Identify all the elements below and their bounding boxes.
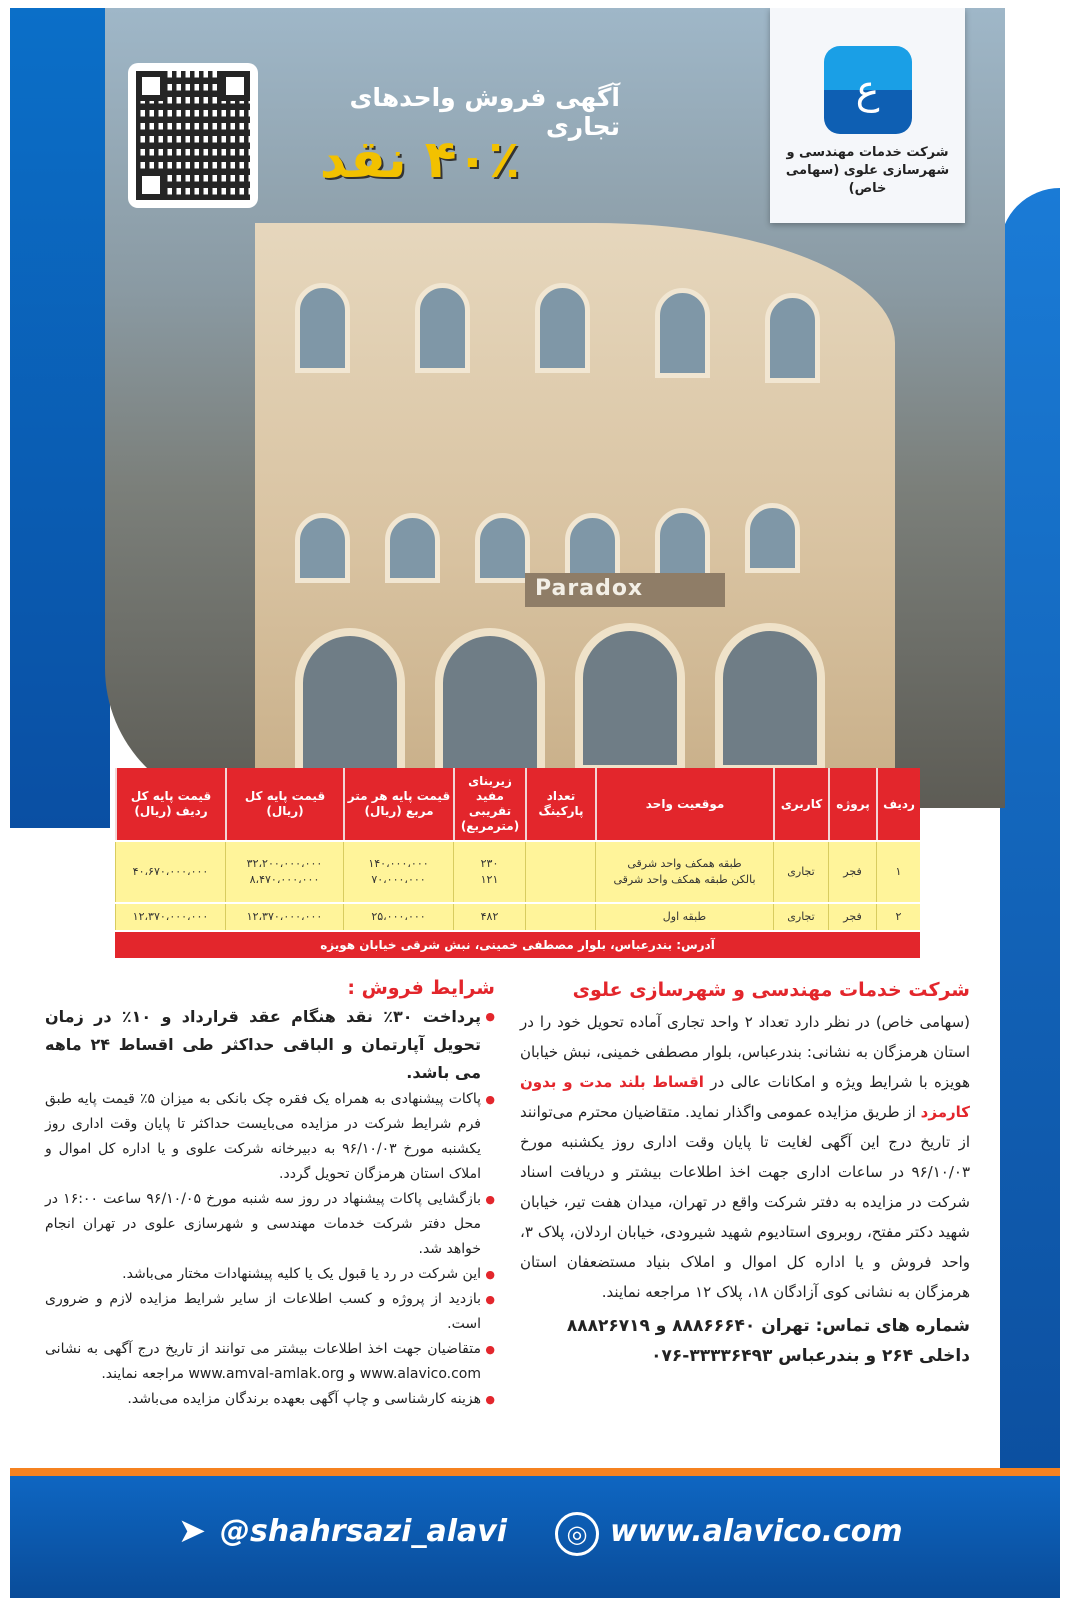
cell-area <box>453 842 525 902</box>
cell-area-a: ۲۳۰ <box>480 857 499 870</box>
table-row <box>115 840 920 902</box>
condition-item: ● پرداخت ۳۰٪ نقد هنگام عقد قرارداد و ۱۰٪ در زمان تحویل آپارتمان و الباقی حداکثر طی اقساط ۲۴ ماهه می باشد. <box>45 1003 495 1087</box>
sale-conditions <box>45 973 495 1412</box>
building-window <box>415 283 470 373</box>
cell-location-b: بالکن طبقه همکف واحد شرقی <box>613 873 756 886</box>
notice-highlight: اقساط بلند مدت و بدون کارمزد <box>520 1073 970 1121</box>
cell-total: ۱۲،۳۷۰،۰۰۰،۰۰۰ <box>225 904 343 930</box>
ad-page <box>10 8 1060 1598</box>
cell-unit-price: ۲۵،۰۰۰،۰۰۰ <box>343 904 453 930</box>
right-blue-border <box>1000 188 1060 1498</box>
cell-use: تجاری <box>773 904 828 930</box>
telegram-handle[interactable]: @shahrsazi_alavi <box>220 1514 508 1549</box>
left-blue-border <box>10 8 110 828</box>
cell-row-total: ۴۰،۶۷۰،۰۰۰،۰۰۰ <box>115 842 225 902</box>
qr-pattern <box>136 71 250 200</box>
building-window <box>475 513 530 583</box>
contact-line-2: داخلی ۲۶۴ و بندرعباس ۳۳۳۳۶۴۹۳-۰۷۶ <box>651 1346 970 1366</box>
header-unit-price: قیمت پایه هر متر مربع (ریال) <box>343 768 453 840</box>
logo-line-1: شرکت خدمات مهندسی و <box>786 145 949 160</box>
condition-item: ● بازگشایی پاکات پیشنهاد در روز سه شنبه مورخ ۹۶/۱۰/۰۵ ساعت ۱۶:۰۰ در محل دفتر شرکت خدمات مهندسی و شهرسازی علوی در تهران انجام خواهد شد. <box>45 1187 495 1262</box>
header-use: کاربری <box>773 768 828 840</box>
units-table <box>115 768 920 958</box>
company-logo <box>770 8 965 223</box>
cell-area-b: ۱۲۱ <box>480 873 499 886</box>
logo-mark: ع <box>824 46 912 134</box>
telegram-icon: ➤ <box>177 1511 207 1551</box>
cell-area: ۴۸۲ <box>453 904 525 930</box>
building-window <box>295 283 350 373</box>
logo-text <box>770 144 965 198</box>
building-window <box>655 288 710 378</box>
cell-unit-price-a: ۱۴۰،۰۰۰،۰۰۰ <box>368 857 429 870</box>
table-header <box>115 768 920 840</box>
contact-line-1: شماره های تماس: تهران ۸۸۸۶۶۶۴۰ و ۸۸۸۲۶۷۱۹ <box>566 1316 970 1336</box>
building-window <box>765 293 820 383</box>
building-window <box>295 513 350 583</box>
cell-row-num: ۱ <box>876 842 920 902</box>
company-notice <box>520 973 970 1371</box>
header-row-total: قیمت پایه کل ردیف (ریال) <box>115 768 225 840</box>
cell-use: تجاری <box>773 842 828 902</box>
cell-row-total: ۱۲،۳۷۰،۰۰۰،۰۰۰ <box>115 904 225 930</box>
cell-parking <box>525 842 595 902</box>
qr-finder <box>220 71 250 101</box>
offer-text: ۴۰٪ نقد <box>319 130 520 190</box>
conditions-title: شرایط فروش : <box>347 977 495 999</box>
cell-project: فجر <box>828 842 876 902</box>
building-window <box>385 513 440 583</box>
cell-location: طبقه اول <box>595 904 773 930</box>
table-address: آدرس: بندرعباس، بلوار مصطفی خمینی، نبش شرقی خیابان هویزه <box>115 932 920 958</box>
table-row <box>115 902 920 930</box>
condition-item: ● این شرکت در رد یا قبول یک یا کلیه پیشنهادات مختار می‌باشد. <box>45 1262 495 1287</box>
qr-finder <box>136 71 166 101</box>
building-window <box>745 503 800 573</box>
cell-unit-price <box>343 842 453 902</box>
footer <box>10 1476 1060 1598</box>
cell-location <box>595 842 773 902</box>
header-project: پروژه <box>828 768 876 840</box>
building-sign: Paradox <box>525 573 725 607</box>
cell-row-num: ۲ <box>876 904 920 930</box>
condition-item: ● متقاضیان جهت اخذ اطلاعات بیشتر می توانند از تاریخ درج آگهی به نشانی www.alavico.com و www.amval-amlak.org مراجعه نمایند. <box>45 1337 495 1387</box>
notice-part-2: از طریق مزایده عمومی واگذار نماید. متقاضیان محترم می‌توانند از تاریخ درج این آگهی لغایت تا پایان وقت اداری روز یکشنبه مورخ ۹۶/۱۰/۰۳ در ساعات اداری جهت اخذ اطلاعات بیشتر و دریافت اسناد شرکت در مزایده به دفتر شرکت واقع در تهران، میدان هفت تیر، خیابان شهید دکتر مفتح، روبروی استادیوم شهید شیرودی، خیابان اردلان، پلاک ۳، واحد فروش و یا اداره کل اموال و املاک بنیاد مستضعفان استان هرمزگان به نشانی کوی آزادگان ۱۸، پلاک ۱۲ مراجعه نمایند. <box>520 1103 970 1301</box>
condition-item: ● بازدید از پروژه و کسب اطلاعات از سایر شرایط مزایده لازم و ضروری است. <box>45 1287 495 1337</box>
logo-line-2: شهرسازی علوی (سهامی خاص) <box>785 163 950 196</box>
cell-project: فجر <box>828 904 876 930</box>
globe-icon: ◎ <box>555 1512 599 1556</box>
building-arch <box>715 623 825 773</box>
contact-info <box>520 1311 970 1371</box>
cell-location-a: طبقه همکف واحد شرقی <box>627 857 742 870</box>
notice-part-1: (سهامی خاص) در نظر دارد تعداد ۲ واحد تجاری آماده تحویل خود را در استان هرمزگان به نشانی: بندرعباس، بلوار مصطفی خمینی، نبش خیابان هویزه با شرایط ویژه و امکانات عالی در <box>520 1013 970 1091</box>
header-location: موقعیت واحد <box>595 768 773 840</box>
footer-accent-line <box>10 1468 1060 1476</box>
building-window <box>655 508 710 578</box>
building-window <box>535 283 590 373</box>
building-arch <box>435 628 545 778</box>
cell-total <box>225 842 343 902</box>
cell-unit-price-b: ۷۰،۰۰۰،۰۰۰ <box>371 873 426 886</box>
condition-item: ● پاکات پیشنهادی به همراه یک فقره چک بانکی به میزان ۵٪ قیمت پایه طبق فرم شرایط شرکت در مزایده می‌بایست حداکثر تا پایان وقت اداری روز یکشنبه مورخ ۹۶/۱۰/۰۳ به دبیرخانه شرکت علوی و یا اداره کل اموال و املاک استان هرمزگان تحویل گردد. <box>45 1087 495 1187</box>
qr-code[interactable] <box>128 63 258 208</box>
cell-total-b: ۸،۴۷۰،۰۰۰،۰۰۰ <box>249 873 320 886</box>
header-row: ردیف <box>876 768 920 840</box>
cell-total-a: ۳۲،۲۰۰،۰۰۰،۰۰۰ <box>246 857 323 870</box>
building-arch <box>295 628 405 778</box>
company-title: شرکت خدمات مهندسی و شهرسازی علوی <box>572 979 970 1001</box>
building-arch <box>575 623 685 773</box>
condition-item: ● هزینه کارشناسی و چاپ آگهی بعهده برندگان مزایده می‌باشد. <box>45 1387 495 1412</box>
header-total: قیمت پایه کل (ریال) <box>225 768 343 840</box>
header-parking: تعداد پارکینگ <box>525 768 595 840</box>
cell-parking <box>525 904 595 930</box>
qr-finder <box>136 170 166 200</box>
ad-headline: آگهی فروش واحدهای تجاری <box>349 83 620 141</box>
website-link[interactable]: www.alavico.com <box>610 1514 903 1549</box>
header-area: زیربنای مفید تقریبی (مترمربع) <box>453 768 525 840</box>
notice-body <box>520 1007 970 1307</box>
building-image <box>255 223 895 783</box>
